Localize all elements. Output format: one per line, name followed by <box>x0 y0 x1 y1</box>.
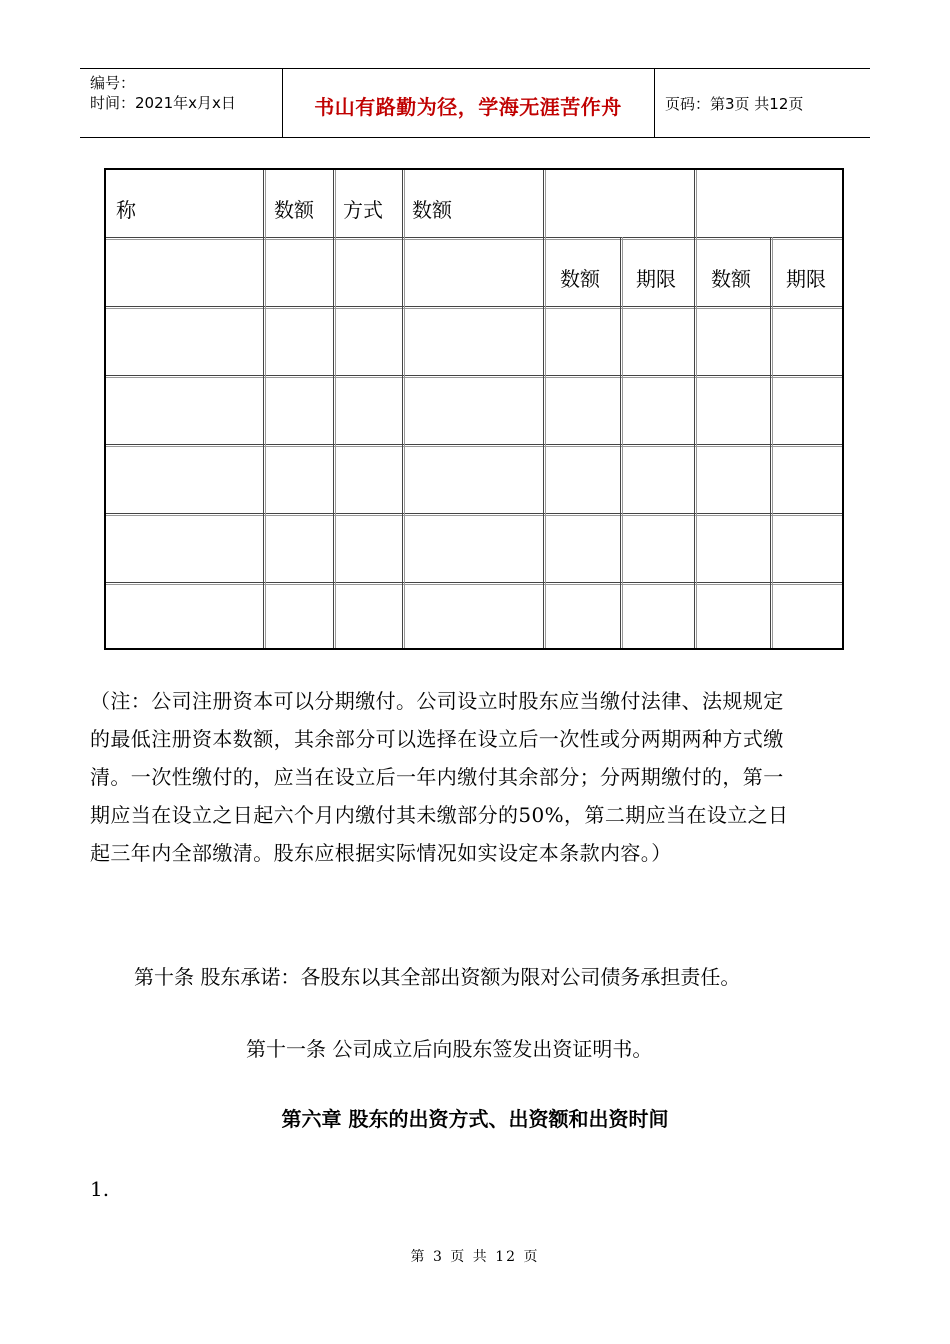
page-header <box>80 68 870 138</box>
chapter-heading: 第六章 股东的出资方式、出资额和出资时间 <box>281 1107 669 1131</box>
table-row-line <box>106 375 842 376</box>
table-col-line <box>543 170 544 648</box>
table-header-amount-2: 数额 <box>412 198 452 222</box>
table-row-line <box>106 237 842 238</box>
header-time-label: 时间：2021年x月x日 <box>90 94 236 112</box>
table-subheader-term: 期限 <box>636 267 676 291</box>
table-col-line <box>333 170 334 648</box>
header-divider <box>654 69 655 137</box>
table-row-line <box>106 582 842 583</box>
list-item-number: 1. <box>90 1177 110 1201</box>
article-10: 第十条 股东承诺：各股东以其全部出资额为限对公司债务承担责任。 <box>134 965 741 989</box>
page-footer: 第 3 页 共 12 页 <box>410 1249 540 1265</box>
header-page-info: 页码：第3页 共12页 <box>665 95 804 113</box>
note-line: 期应当在设立之日起六个月内缴付其未缴部分的50%，第二期应当在设立之日 <box>90 803 789 827</box>
header-motto: 书山有路勤为径，学海无涯苦作舟 <box>314 95 622 119</box>
table-header-method: 方式 <box>343 198 383 222</box>
header-number-label: 编号： <box>90 74 136 92</box>
table-subheader-amount-2: 数额 <box>711 267 751 291</box>
table-header-amount: 数额 <box>274 198 314 222</box>
note-line: 的最低注册资本数额，其余部分可以选择在设立后一次性或分两期两种方式缴 <box>90 727 784 751</box>
note-paragraph <box>90 682 862 872</box>
table-col-line <box>694 170 695 648</box>
table-row-line <box>106 444 842 445</box>
shareholder-table <box>104 168 844 650</box>
table-col-line <box>402 170 403 648</box>
table-subheader-term-2: 期限 <box>786 267 826 291</box>
note-line: 清。一次性缴付的，应当在设立后一年内缴付其余部分；分两期缴付的，第一 <box>90 765 784 789</box>
table-col-line <box>770 237 771 648</box>
note-line: （注：公司注册资本可以分期缴付。公司设立时股东应当缴付法律、法规规定 <box>90 689 784 713</box>
header-meta <box>90 73 236 113</box>
table-header-name: 称 <box>116 198 136 222</box>
table-col-line <box>263 170 264 648</box>
table-subheader-amount: 数额 <box>560 267 600 291</box>
table-col-line <box>620 237 621 648</box>
table-row-line <box>106 513 842 514</box>
note-line: 起三年内全部缴清。股东应根据实际情况如实设定本条款内容。） <box>90 841 672 865</box>
table-row-line <box>106 306 842 307</box>
article-11: 第十一条 公司成立后向股东签发出资证明书。 <box>246 1037 653 1061</box>
